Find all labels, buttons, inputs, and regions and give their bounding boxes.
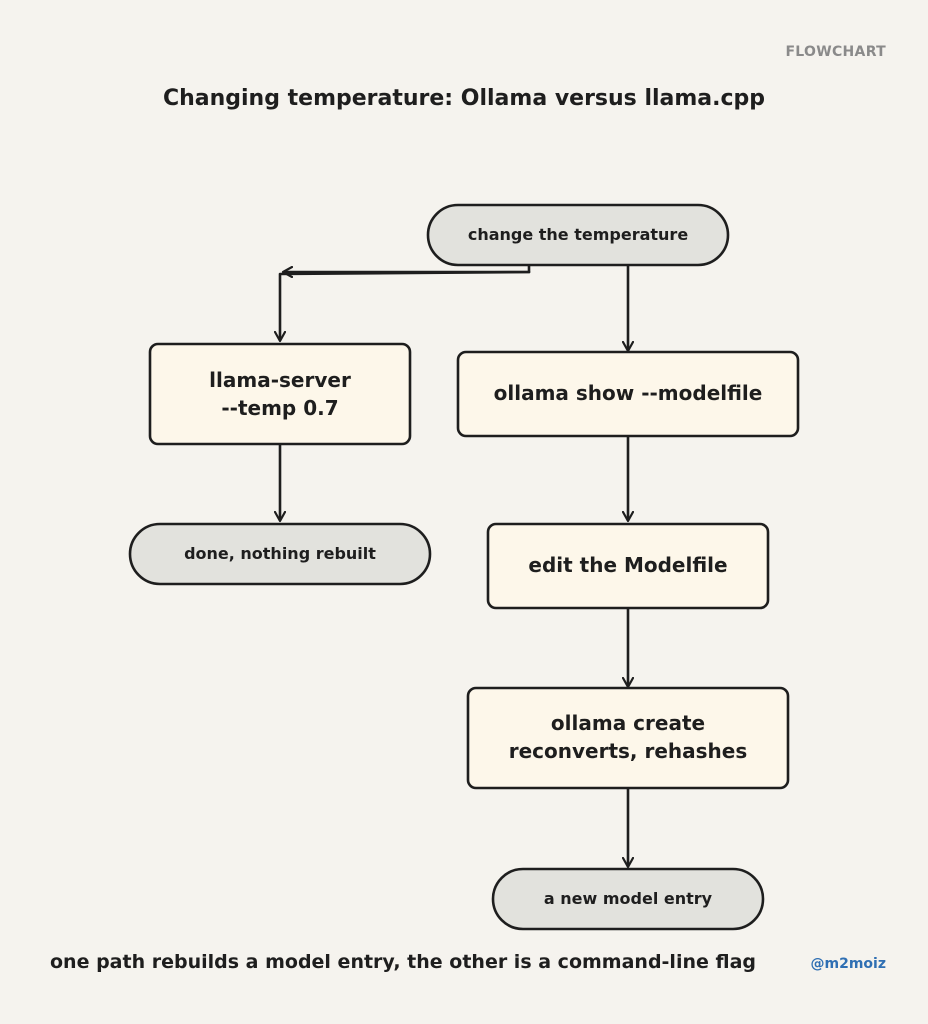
node-edit-modelfile (488, 524, 768, 608)
node-start (428, 205, 728, 265)
diagram-type-tag: FLOWCHART (785, 44, 886, 60)
node-new-entry-label: a new model entry (543, 889, 713, 908)
node-ollama-create (468, 688, 788, 788)
node-start-label: change the temperature (467, 225, 689, 244)
node-edit-modelfile-label: edit the Modelfile (528, 553, 728, 577)
node-ollama-show-label: ollama show --modelfile (493, 381, 763, 405)
node-new-entry (493, 869, 763, 929)
edge-start-to-llama-server (280, 264, 529, 340)
node-llama-server-label-line2: --temp 0.7 (221, 396, 339, 420)
diagram-title: Changing temperature: Ollama versus llama.cpp (162, 86, 766, 111)
node-llama-server-shape (150, 344, 410, 444)
author-handle: @m2moiz (810, 956, 886, 972)
node-ollama-create-label-line2: reconverts, rehashes (508, 739, 748, 763)
node-ollama-create-label-line1: ollama create (550, 711, 706, 735)
footer-caption: one path rebuilds a model entry, the other is a command-line flag (50, 951, 756, 973)
node-ollama-show (458, 352, 798, 436)
node-llama-server-label-line1: llama-server (209, 368, 351, 392)
node-llama-server (150, 344, 410, 444)
node-done (130, 524, 430, 584)
node-ollama-create-shape (468, 688, 788, 788)
node-done-label: done, nothing rebuilt (184, 544, 376, 563)
